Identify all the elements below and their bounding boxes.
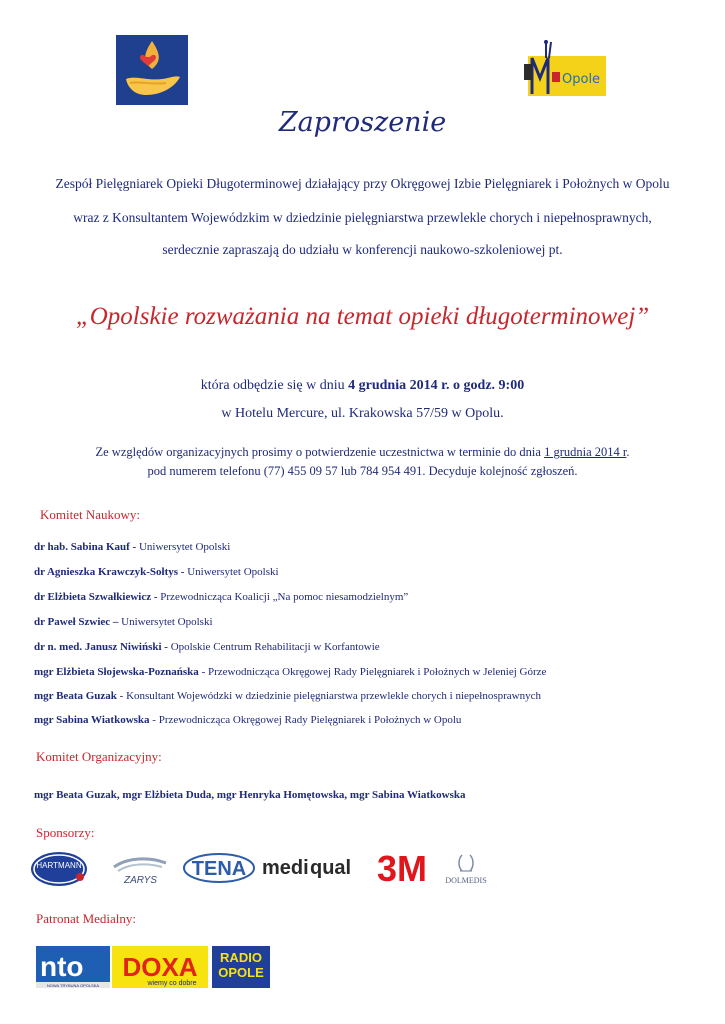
committee-member: [34, 641, 380, 653]
member-name: mgr Beata Guzak: [34, 690, 117, 702]
intro-line-1: Zespół Pielęgniarek Opieki Długoterminowej działający przy Okręgowej Izbie Pielęgniarek i Położnych w Opolu: [55, 176, 670, 191]
sponsors-heading: Sponsorzy:: [36, 825, 95, 840]
committee-member: [34, 714, 461, 726]
tena-text: TENA: [191, 858, 247, 880]
conference-place: w Hotelu Mercure, ul. Krakowska 57/59 w Opolu.: [221, 406, 504, 421]
scientific-committee-heading: Komitet Naukowy:: [40, 507, 141, 522]
tena-logo: [182, 850, 256, 886]
intro-line-3: serdecznie zapraszają do udziału w konferencji naukowo-szkoleniowej pt.: [162, 242, 563, 257]
committee-member: [34, 591, 408, 603]
dolmedis-logo: [432, 849, 500, 889]
zarys-logo: [110, 853, 170, 885]
invitation-title: Zaproszenie: [278, 107, 447, 138]
dolmedis-text: DOLMEDIS: [445, 876, 487, 885]
media-patronage-heading: Patronat Medialny:: [36, 911, 137, 926]
opole-text: OPOLE: [218, 965, 264, 980]
member-role: - Przewodnicząca Okręgowej Rady Pielęgniarek i Położnych w Opolu: [149, 714, 462, 726]
member-role: Uniwersytet Opolski: [184, 566, 279, 578]
3m-text: 3M: [376, 849, 428, 885]
note-prefix: Ze względów organizacyjnych prosimy o potwierdzenie uczestnictwa w terminie do dnia: [95, 445, 545, 459]
doxa-text: DOXA: [122, 952, 198, 982]
member-role: - Konsultant Wojewódzki w dziedzinie pielęgniarstwa przewlekle chorych i niepełnosprawnych: [116, 690, 542, 702]
committee-member: [34, 541, 230, 553]
member-role: Przewodnicząca Koalicji „Na pomoc niesamodzielnym”: [157, 591, 409, 603]
member-name: mgr Elżbieta Słojewska-Poznańska: [34, 666, 199, 678]
mediqual-logo: [262, 852, 364, 884]
radio-text: RADIO: [220, 950, 262, 965]
registration-deadline: 1 grudnia 2014 r: [544, 445, 627, 459]
intro-line-2: wraz z Konsultantem Wojewódzkim w dziedzinie pielęgniarstwa przewlekle chorych i niepełnosprawnych,: [73, 210, 652, 225]
member-name: dr Paweł Szwiec –: [34, 616, 119, 628]
member-name: mgr Sabina Wiatkowska: [34, 714, 150, 726]
date-prefix: która odbędzie się w dniu: [200, 378, 349, 393]
member-name: dr Elżbieta Szwałkiewicz -: [34, 591, 158, 603]
registration-note-line-2: pod numerem telefonu (77) 455 09 57 lub 784 954 491. Decyduje kolejność zgłoszeń.: [147, 464, 578, 478]
nto-logo: [36, 946, 110, 988]
hartmann-logo: [30, 851, 88, 887]
doxa-subtitle: wiemy co dobre: [147, 980, 197, 987]
member-role: Opolskie Centrum Rehabilitacji w Korfantowie: [167, 641, 380, 653]
mediqual-text-2: qual: [310, 857, 352, 879]
organizing-committee-heading: Komitet Organizacyjny:: [36, 749, 162, 764]
member-role: Uniwersytet Opolski: [118, 616, 213, 628]
opole-logo-text: Opole: [562, 72, 601, 87]
member-name: dr n. med. Janusz Niwiński -: [34, 641, 168, 653]
conference-date-line: [0, 378, 725, 394]
registration-note-line-1: [0, 445, 725, 460]
opole-logo: [522, 38, 610, 100]
radio-opole-logo: [212, 946, 270, 988]
member-role: Uniwersytet Opolski: [136, 541, 231, 553]
committee-member: [34, 666, 546, 678]
committee-member: [34, 690, 541, 702]
member-name: dr hab. Sabina Kauf -: [34, 541, 137, 553]
committee-member: [34, 566, 279, 578]
zarys-text: ZARYS: [124, 875, 157, 885]
nursing-chamber-logo: [116, 35, 188, 105]
note-suffix: .: [626, 445, 630, 459]
committee-member: [34, 616, 213, 628]
organizing-members-text: mgr Beata Guzak, mgr Elżbieta Duda, mgr Henryka Homętowska, mgr Sabina Wiatkowska: [34, 789, 466, 801]
organizing-committee-members: [34, 789, 465, 801]
hartmann-text: HARTMANN: [36, 861, 82, 870]
member-role: - Przewodnicząca Okręgowej Rady Pielęgniarek i Położnych w Jeleniej Górze: [198, 666, 547, 678]
3m-logo: [374, 849, 430, 885]
doxa-logo: [112, 946, 208, 988]
nto-subtitle: NOWA TRYBUNA OPOLSKA: [46, 983, 100, 988]
mediqual-text-1: medi: [262, 857, 309, 879]
member-name: dr Agnieszka Krawczyk-Sołtys -: [34, 566, 185, 578]
conference-title: „Opolskie rozważania na temat opieki długoterminowej”: [75, 303, 650, 330]
conference-date: 4 grudnia 2014 r. o godz. 9:00: [348, 378, 525, 393]
nto-text: nto: [40, 951, 84, 982]
